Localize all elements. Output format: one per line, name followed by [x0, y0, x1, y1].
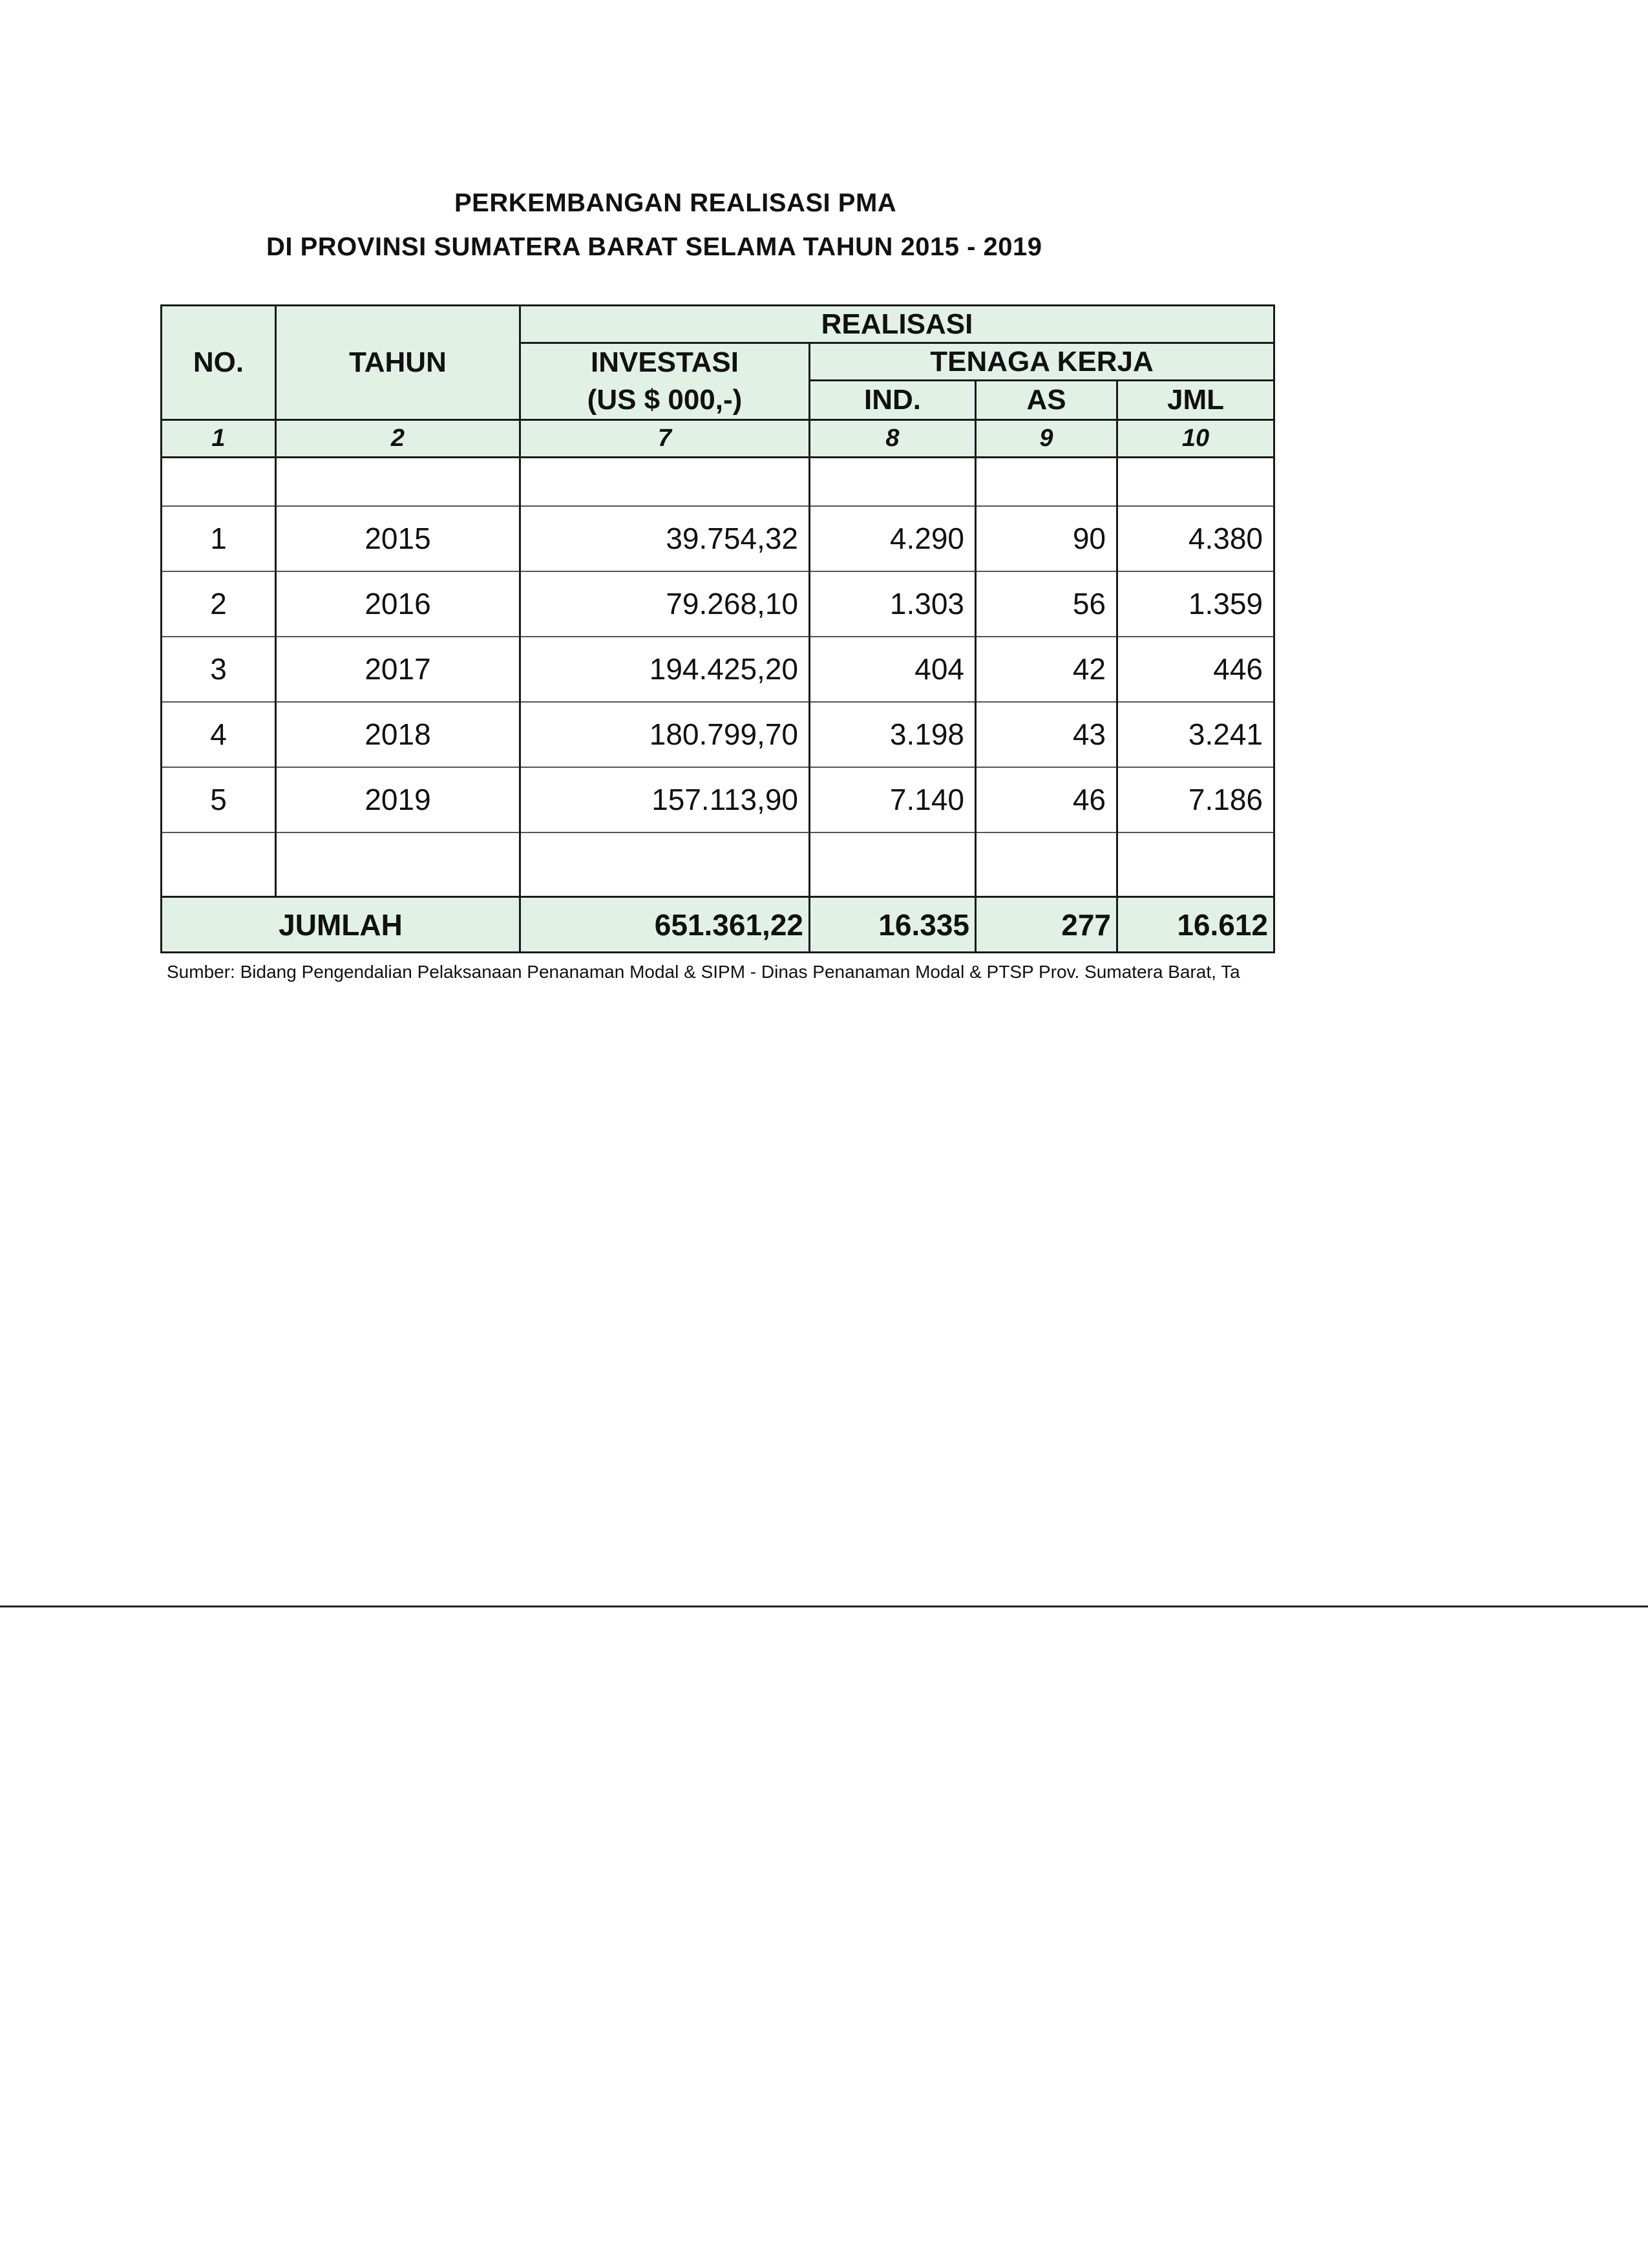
cell-ind: 7.140	[810, 767, 976, 832]
header-tahun: TAHUN	[276, 306, 520, 420]
header-investasi-line1: INVESTASI	[590, 346, 739, 378]
column-number: 1	[162, 420, 276, 458]
cell-as: 42	[976, 637, 1117, 702]
column-number: 7	[520, 420, 810, 458]
total-row	[162, 897, 1274, 953]
cell-no: 4	[162, 702, 276, 767]
cell-tahun: 2018	[276, 702, 520, 767]
cell-jml: 7.186	[1117, 767, 1274, 832]
page-divider	[0, 1606, 1648, 1607]
cell-as: 56	[976, 571, 1117, 637]
column-number: 8	[810, 420, 976, 458]
title-line-1: PERKEMBANGAN REALISASI PMA	[454, 189, 897, 217]
column-number: 10	[1117, 420, 1274, 458]
table-row	[162, 702, 1274, 767]
header-jml: JML	[1117, 381, 1274, 420]
cell-jml: 1.359	[1117, 571, 1274, 637]
header-ind: IND.	[810, 381, 976, 420]
total-investasi: 651.361,22	[520, 897, 810, 953]
spacer-row	[162, 458, 1274, 506]
header-tenaga-kerja: TENAGA KERJA	[810, 343, 1274, 381]
cell-tahun: 2015	[276, 506, 520, 571]
table-row	[162, 506, 1274, 571]
cell-no: 2	[162, 571, 276, 637]
total-as: 277	[976, 897, 1117, 953]
cell-jml: 3.241	[1117, 702, 1274, 767]
cell-as: 90	[976, 506, 1117, 571]
header-no: NO.	[162, 306, 276, 420]
column-number: 2	[276, 420, 520, 458]
cell-no: 1	[162, 506, 276, 571]
header-investasi	[520, 343, 810, 420]
cell-tahun: 2016	[276, 571, 520, 637]
table-row	[162, 637, 1274, 702]
source-note: Sumber: Bidang Pengendalian Pelaksanaan Penanaman Modal & SIPM - Dinas Penanaman Modal & PTSP Prov. Sumatera Barat, Ta	[167, 962, 1240, 982]
cell-investasi: 79.268,10	[520, 571, 810, 637]
cell-jml: 446	[1117, 637, 1274, 702]
cell-investasi: 194.425,20	[520, 637, 810, 702]
total-jml: 16.612	[1117, 897, 1274, 953]
column-number: 9	[976, 420, 1117, 458]
total-label: JUMLAH	[162, 897, 520, 953]
cell-no: 3	[162, 637, 276, 702]
cell-ind: 3.198	[810, 702, 976, 767]
title-line-2: DI PROVINSI SUMATERA BARAT SELAMA TAHUN 2015 - 2019	[266, 233, 1042, 261]
cell-investasi: 180.799,70	[520, 702, 810, 767]
column-number-row	[162, 420, 1274, 458]
header-realisasi: REALISASI	[520, 306, 1274, 343]
total-ind: 16.335	[810, 897, 976, 953]
header-investasi-line2: (US $ 000,-)	[587, 384, 743, 416]
cell-ind: 1.303	[810, 571, 976, 637]
table-row	[162, 571, 1274, 637]
spacer-row	[162, 832, 1274, 897]
table-row	[162, 767, 1274, 832]
cell-no: 5	[162, 767, 276, 832]
cell-tahun: 2017	[276, 637, 520, 702]
cell-tahun: 2019	[276, 767, 520, 832]
pma-realization-table	[160, 304, 1275, 953]
cell-ind: 404	[810, 637, 976, 702]
cell-jml: 4.380	[1117, 506, 1274, 571]
cell-as: 46	[976, 767, 1117, 832]
cell-as: 43	[976, 702, 1117, 767]
cell-investasi: 157.113,90	[520, 767, 810, 832]
header-as: AS	[976, 381, 1117, 420]
cell-ind: 4.290	[810, 506, 976, 571]
cell-investasi: 39.754,32	[520, 506, 810, 571]
